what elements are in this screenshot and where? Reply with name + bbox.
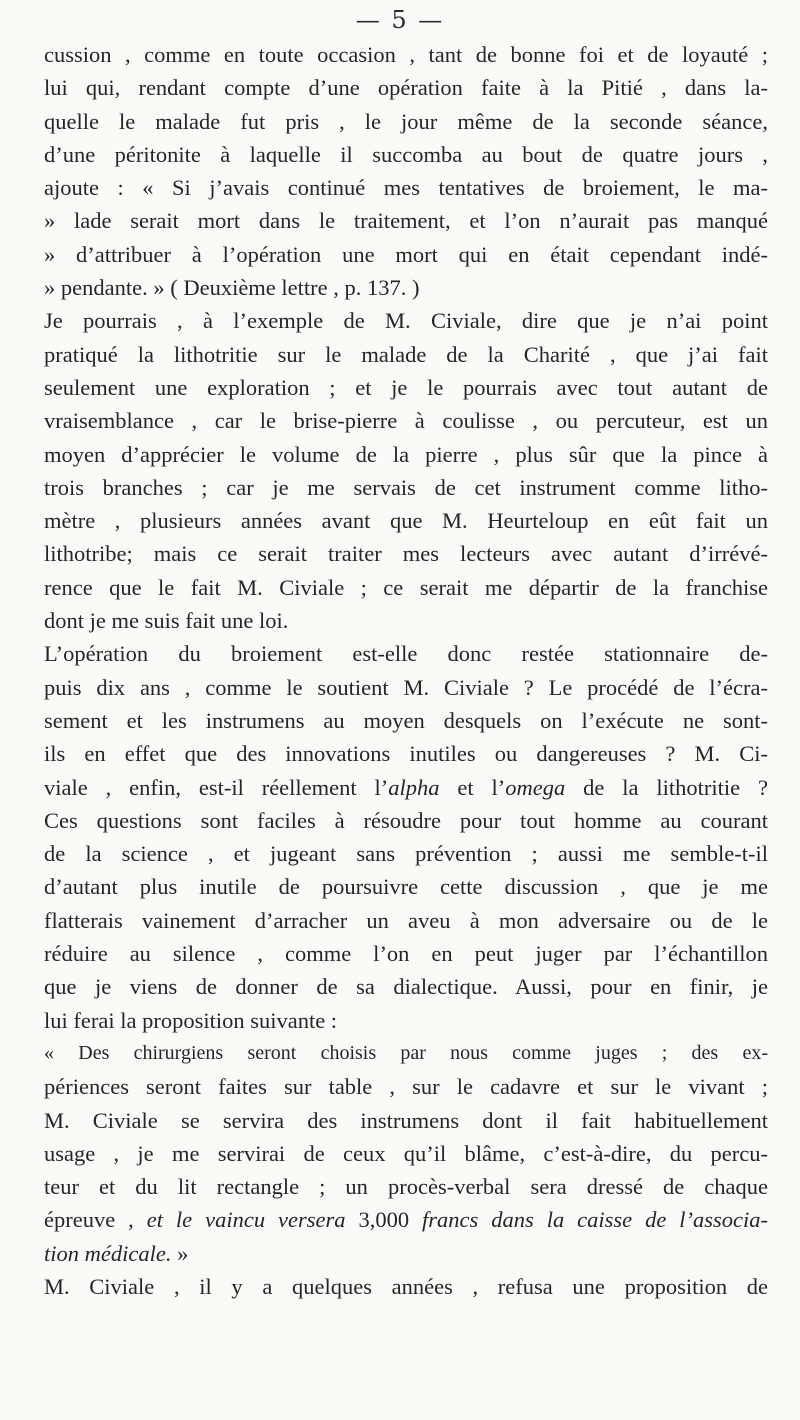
italic-text: alpha bbox=[388, 774, 440, 800]
text-line: cussion , comme en toute occasion , tant de bonne foi et de loyauté ; bbox=[44, 42, 768, 67]
text-line: puis dix ans , comme le soutient M. Civiale ? Le procédé de l’écra- bbox=[44, 674, 768, 700]
text-line: M. Civiale , il y a quelques années , refusa une proposition de bbox=[44, 1273, 768, 1299]
text-line: « Des chirurgiens seront choisis par nous comme juges ; des ex- bbox=[44, 1041, 768, 1064]
text-line: pratiqué la lithotritie sur le malade de la Charité , que j’ai fait bbox=[44, 341, 768, 367]
text-line: seulement une exploration ; et je le pourrais avec tout autant de bbox=[44, 374, 768, 400]
text-line: périences seront faites sur table , sur le cadavre et sur le vivant ; bbox=[44, 1074, 768, 1100]
text-line bbox=[44, 771, 768, 804]
body-text bbox=[44, 38, 768, 1303]
text-line: quelle le malade fut pris , le jour même de la seconde séance, bbox=[44, 108, 768, 134]
text-run: épreuve , bbox=[44, 1207, 147, 1233]
text-run: et l’ bbox=[439, 774, 506, 800]
text-line bbox=[44, 1237, 768, 1270]
text-line: lui ferai la proposition suivante : bbox=[44, 1007, 338, 1033]
text-line: que je viens de donner de sa dialectique. Aussi, pour en finir, je bbox=[44, 974, 768, 1000]
italic-text: francs dans la caisse de l’associa- bbox=[422, 1207, 768, 1233]
text-line: usage , je me servirai de ceux qu’il blâme, c’est-à-dire, du percu- bbox=[44, 1140, 768, 1166]
text-line: vraisemblance , car le brise-pierre à coulisse , ou percuteur, est un bbox=[44, 408, 768, 434]
text-run: 3,000 bbox=[345, 1207, 423, 1233]
text-line: mètre , plusieurs années avant que M. Heurteloup en eût fait un bbox=[44, 508, 768, 534]
text-line: de la science , et jugeant sans prévention ; aussi me semble-t-il bbox=[44, 841, 768, 867]
text-line bbox=[44, 1203, 768, 1236]
page-number: — 5 — bbox=[355, 6, 445, 34]
italic-text: tion médicale. bbox=[44, 1240, 172, 1266]
text-line: Ces questions sont faciles à résoudre pour tout homme au courant bbox=[44, 807, 768, 833]
text-line: » lade serait mort dans le traitement, et l’on n’aurait pas manqué bbox=[44, 208, 768, 234]
text-line: réduire au silence , comme l’on en peut juger par l’échantillon bbox=[44, 941, 768, 967]
text-line: L’opération du broiement est-elle donc restée stationnaire de- bbox=[44, 641, 768, 667]
text-run: » bbox=[171, 1240, 189, 1266]
text-line: lui qui, rendant compte d’une opération faite à la Pitié , dans la- bbox=[44, 75, 768, 101]
text-line: Je pourrais , à l’exemple de M. Civiale, dire que je n’ai point bbox=[44, 308, 768, 334]
text-line: trois branches ; car je me servais de cet instrument comme litho- bbox=[44, 474, 768, 500]
text-line: ils en effet que des innovations inutiles ou dangereuses ? M. Ci- bbox=[44, 741, 768, 767]
text-line: sement et les instrumens au moyen desquels on l’exécute ne sont- bbox=[44, 707, 768, 733]
text-line: » d’attribuer à l’opération une mort qui en était cependant indé- bbox=[44, 241, 768, 267]
text-line: moyen d’apprécier le volume de la pierre , plus sûr que la pince à bbox=[44, 441, 768, 467]
text-line: d’une péritonite à laquelle il succomba au bout de quatre jours , bbox=[44, 141, 768, 167]
text-line: teur et du lit rectangle ; un procès-verbal sera dressé de chaque bbox=[44, 1174, 768, 1200]
text-line: lithotribe; mais ce serait traiter mes lecteurs avec autant d’irrévé- bbox=[44, 541, 768, 567]
text-line: rence que le fait M. Civiale ; ce serait me départir de la franchise bbox=[44, 574, 768, 600]
text-line: dont je me suis fait une loi. bbox=[44, 608, 289, 634]
text-line: d’autant plus inutile de poursuivre cette discussion , que je me bbox=[44, 874, 768, 900]
text-run: viale , enfin, est-il réellement l’ bbox=[44, 774, 389, 800]
italic-text: omega bbox=[505, 774, 566, 800]
text-line: flatterais vainement d’arracher un aveu à mon adversaire ou de le bbox=[44, 907, 768, 933]
text-line: » pendante. » ( Deuxième lettre , p. 137. ) bbox=[44, 275, 420, 301]
italic-text: et le vaincu versera bbox=[146, 1207, 346, 1233]
text-run: de la lithotritie ? bbox=[565, 774, 768, 800]
text-line: M. Civiale se servira des instrumens dont il fait habituellement bbox=[44, 1107, 768, 1133]
text-line: ajoute : « Si j’avais continué mes tentatives de broiement, le ma- bbox=[44, 175, 768, 201]
